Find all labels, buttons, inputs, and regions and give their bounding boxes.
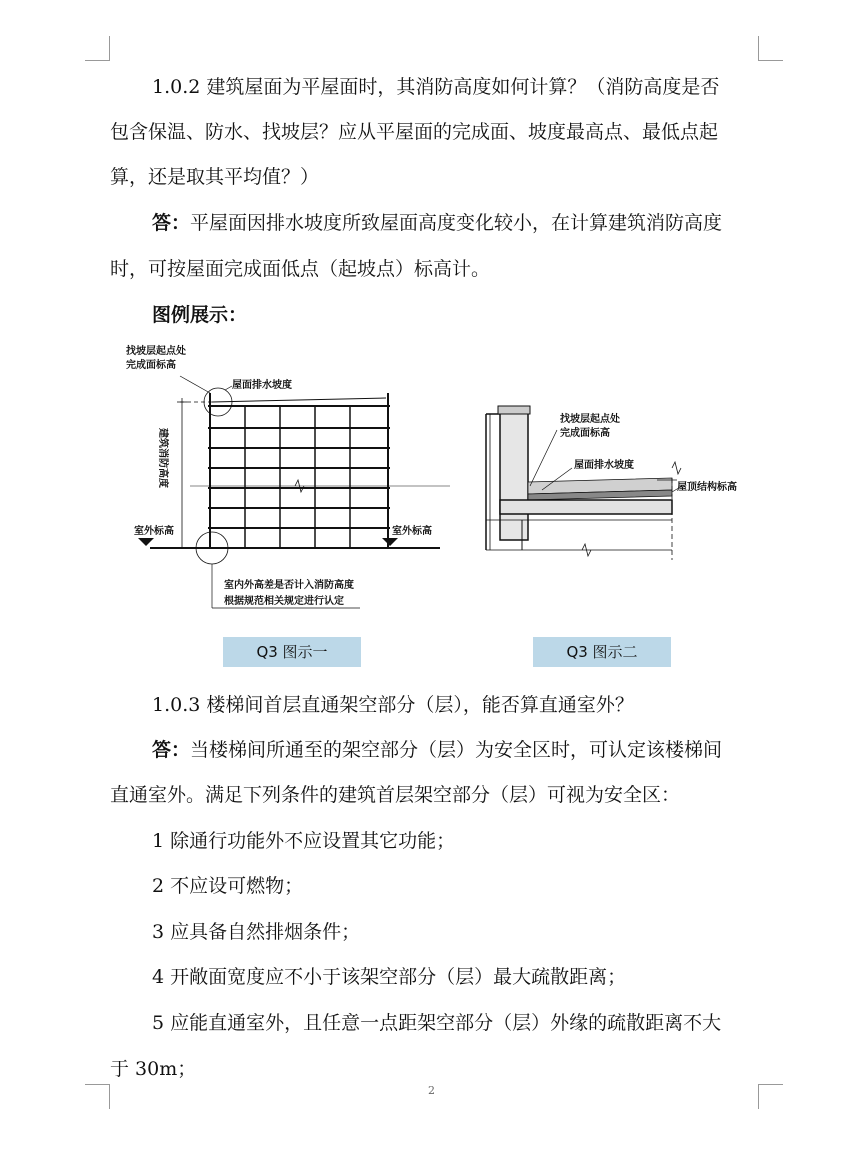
answer-text: 当楼梯间所通至的架空部分（层）为安全区时，可认定该楼梯间 [190,739,723,761]
answer-label: 答： [152,212,191,234]
q102-line-2: 包含保温、防水、找坡层？应从平屋面的完成面、坡度最高点、最低点起 [110,121,719,143]
corner-mark-top-right [758,36,783,61]
fig1-label-outdoor-right: 室外标高 [392,526,432,537]
fig1-note-2: 根据规范相关规定进行认定 [224,596,344,607]
figure-1-caption: Q3 图示一 [223,637,361,667]
corner-mark-bottom-left [85,1084,110,1109]
page-number: 2 [428,1084,435,1097]
fig2-label-top-2: 完成面标高 [560,428,610,439]
answer-text: 平屋面因排水坡度所致屋面高度变化较小，在计算建筑消防高度 [190,212,723,234]
fig1-note-1: 室内外高差是否计入消防高度 [224,580,354,591]
fig1-label-roof-slope: 屋面排水坡度 [232,380,292,391]
fig1-label-top-2: 完成面标高 [126,360,176,371]
figure-2-roof-detail [482,400,762,560]
figure-2-caption: Q3 图示二 [533,637,671,667]
list-item: 3 应具备自然排烟条件； [152,921,361,943]
list-item: 2 不应设可燃物； [152,875,304,897]
legend-title: 图例展示： [152,304,248,326]
list-item: 5 应能直通室外，且任意一点距架空部分（层）外缘的疏散距离不大 [152,1012,722,1034]
answer-label: 答： [152,739,191,761]
fig2-label-top-1: 找坡层起点处 [560,414,620,425]
fig1-label-top-1: 找坡层起点处 [126,346,186,357]
q102-line-3: 算，还是取其平均值？） [110,166,320,188]
list-item: 1 除通行功能外不应设置其它功能； [152,830,456,852]
q103-answer-line-1 [152,735,722,762]
q103-answer-line-2: 直通室外。满足下列条件的建筑首层架空部分（层）可视为安全区： [110,784,681,806]
fig2-label-roof-slope: 屋面排水坡度 [574,460,634,471]
q103-line-1: 1.0.3 楼梯间首层直通架空部分（层），能否算直通室外？ [152,694,634,716]
fig2-label-structure: 屋顶结构标高 [677,482,737,493]
q102-answer-line-2: 时，可按屋面完成面低点（起坡点）标高计。 [110,258,491,280]
list-item-continuation: 于 30m； [110,1058,197,1080]
corner-mark-top-left [85,36,110,61]
corner-mark-bottom-right [758,1084,783,1109]
q102-answer-line-1 [152,208,722,235]
list-item: 4 开敞面宽度应不小于该架空部分（层）最大疏散距离； [152,966,627,988]
fig1-label-outdoor-left: 室外标高 [134,526,174,537]
q102-line-1: 1.0.2 建筑屋面为平屋面时，其消防高度如何计算？（消防高度是否 [152,76,720,98]
figure-1-building-section [120,338,470,623]
fig1-label-height: 建筑消防高度 [157,428,168,488]
